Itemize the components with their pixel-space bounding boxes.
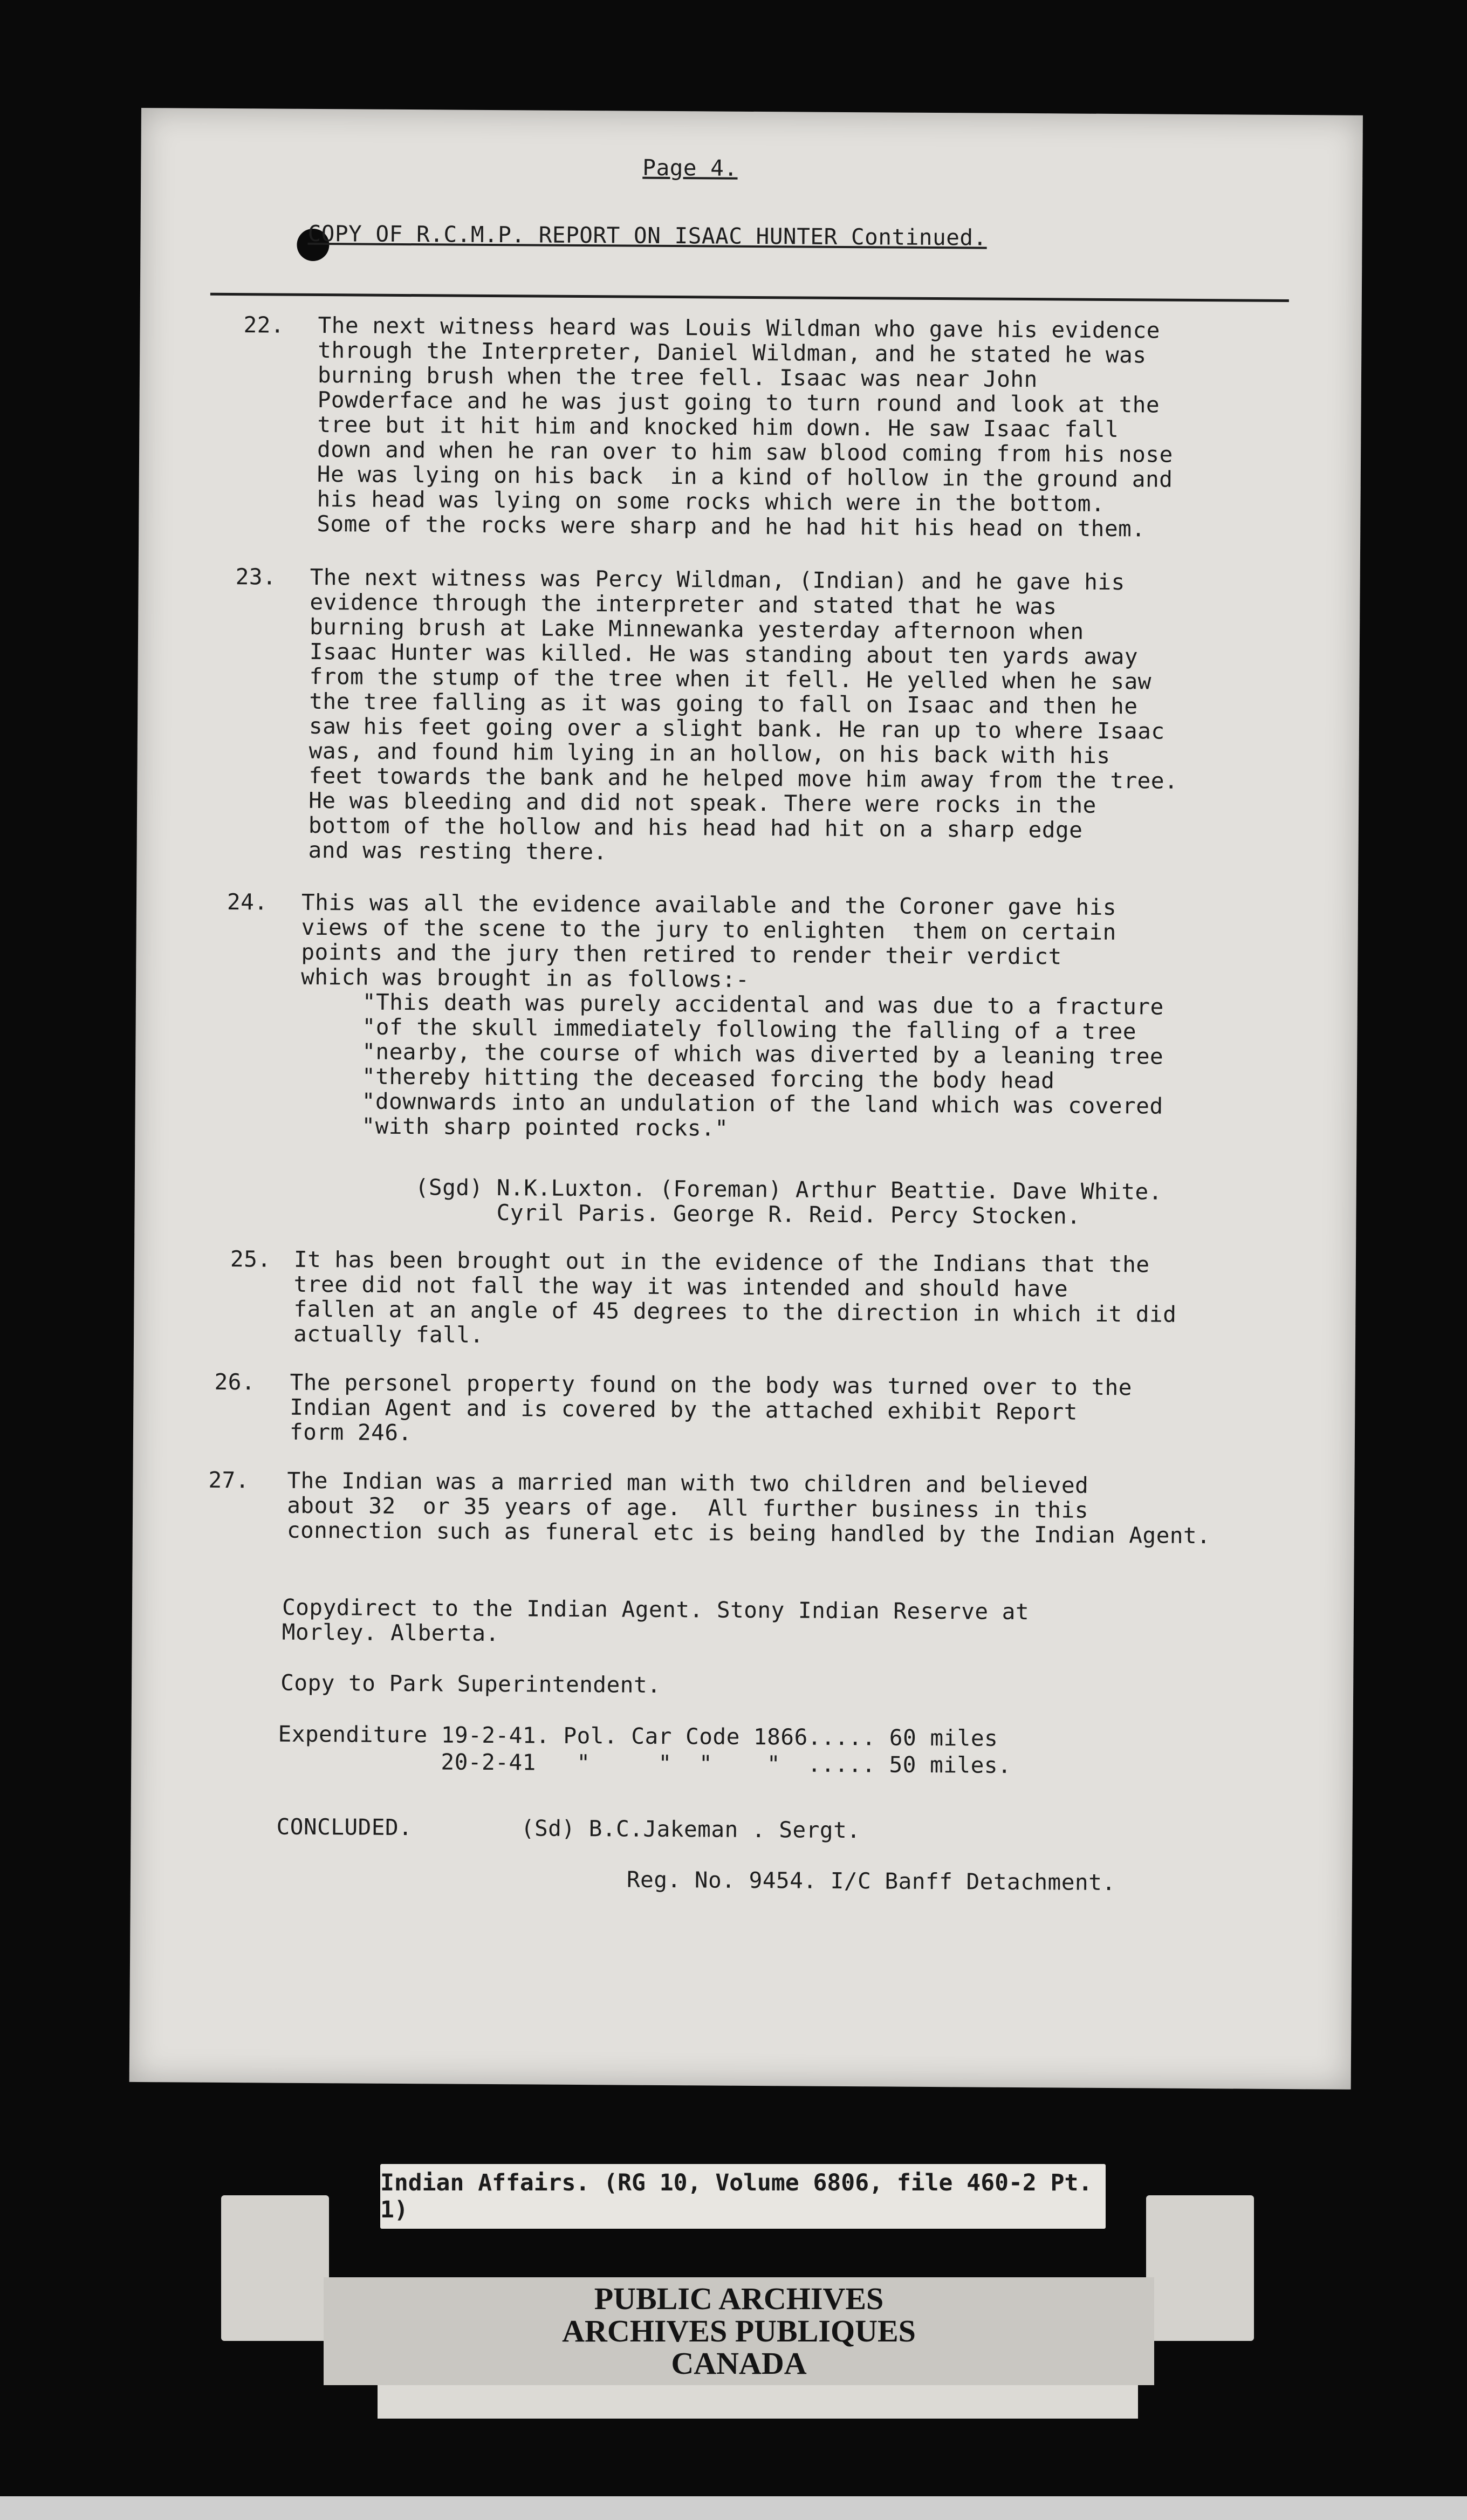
text-line: The next witness heard was Louis Wildman who gave his evidence [318, 312, 1161, 344]
text-line: Copydirect to the Indian Agent. Stony Indian Reserve at [282, 1594, 1030, 1625]
paragraph-number: 25. [230, 1246, 271, 1272]
text-line: This was all the evidence available and the Coroner gave his [301, 889, 1117, 921]
text-line: He was bleeding and did not speak. There were rocks in the [309, 787, 1096, 818]
text-line: was, and found him lying in an hollow, on his back with his [309, 737, 1110, 769]
text-line: through the Interpreter, Daniel Wildman, and he stated he was [318, 337, 1147, 368]
text-line: saw his feet going over a slight bank. He ran up to where Isaac [309, 713, 1165, 744]
text-line: Morley. Alberta. [282, 1619, 499, 1647]
signature-line: Cyril Paris. George R. Reid. Percy Stocken. [415, 1199, 1081, 1229]
mount-clip-left [221, 2195, 329, 2341]
text-line: It has been brought out in the evidence of the Indians that the [293, 1246, 1150, 1278]
text-line: down and when he ran over to him saw blood coming from his nose [317, 436, 1173, 468]
verdict-line: "This death was purely accidental and was due to a fracture [362, 989, 1164, 1020]
verdict-line: "of the skull immediately following the falling of a tree [362, 1014, 1137, 1045]
text-line: evidence through the interpreter and stated that he was [310, 588, 1057, 620]
stamp-line: CANADA [671, 2346, 807, 2381]
text-line: about 32 or 35 years of age. All further business in this [287, 1492, 1089, 1523]
verdict-line: "nearby, the course of which was diverted by a leaning tree [362, 1038, 1164, 1070]
text-line: the tree falling as it was going to fall on Isaac and then he [309, 688, 1138, 720]
text-line: Some of the rocks were sharp and he had hit his head on them. [317, 511, 1146, 542]
text-line: The Indian was a married man with two children and believed [287, 1467, 1089, 1498]
text-line: Expenditure 19-2-41. Pol. Car Code 1866..... 60 miles [278, 1721, 998, 1751]
text-line: actually fall. [293, 1320, 484, 1348]
stamp-line: ARCHIVES PUBLIQUES [562, 2313, 916, 2348]
text-line: burning brush when the tree fell. Isaac was near John [317, 362, 1038, 393]
verdict-line: "with sharp pointed rocks." [361, 1113, 729, 1141]
heading-rule [210, 293, 1289, 302]
text-line: tree did not fall the way it was intended and should have [293, 1271, 1068, 1302]
signature-line: (Sgd) N.K.Luxton. (Foreman) Arthur Beattie. Dave White. [415, 1174, 1163, 1205]
document-page [129, 108, 1363, 2090]
paragraph-number: 23. [235, 564, 277, 590]
frame-edge [0, 2496, 1467, 2520]
text-line: form 246. [289, 1419, 412, 1446]
text-line: The personel property found on the body was turned over to the [290, 1369, 1133, 1401]
stamp-line: PUBLIC ARCHIVES [594, 2281, 884, 2316]
text-line: connection such as funeral etc is being handled by the Indian Agent. [286, 1517, 1211, 1549]
text-line: Isaac Hunter was killed. He was standing about ten yards away [309, 638, 1139, 670]
closing-signature: CONCLUDED. (Sd) B.C.Jakeman . Sergt. [276, 1813, 861, 1844]
mount-strip [378, 2385, 1138, 2419]
text-line: tree but it hit him and knocked him down. He saw Isaac fall [317, 412, 1119, 443]
verdict-line: "thereby hitting the deceased forcing the body head [361, 1063, 1055, 1094]
archive-citation: Indian Affairs. (RG 10, Volume 6806, file 460-2 Pt. 1) [380, 2169, 1093, 2223]
copy-park: Copy to Park Superintendent. [280, 1669, 661, 1698]
text-line: points and the jury then retired to render their verdict [301, 939, 1062, 970]
mount-clip-right [1146, 2195, 1254, 2341]
paragraph-number: 24. [227, 888, 268, 915]
text-line: which was brought in as follows:- [301, 963, 750, 992]
paragraph-number: 22. [243, 312, 285, 338]
archive-citation-label [380, 2164, 1106, 2229]
text-line: feet towards the bank and he helped move him away from the tree. [309, 762, 1178, 794]
text-line: fallen at an angle of 45 degrees to the direction in which it did [293, 1296, 1177, 1327]
text-line: Powderface and he was just going to turn round and look at the [317, 387, 1160, 418]
archive-stamp [324, 2277, 1154, 2385]
report-heading: COPY OF R.C.M.P. REPORT ON ISAAC HUNTER Continued. [307, 220, 987, 251]
text-line: bottom of the hollow and his head had hit on a sharp edge [308, 812, 1083, 843]
verdict-line: "downwards into an undulation of the land which was covered [361, 1088, 1163, 1119]
text-line: burning brush at Lake Minnewanka yesterday afternoon when [309, 613, 1084, 645]
text-line: The next witness was Percy Wildman, (Indian) and he gave his [310, 564, 1125, 595]
text-line: from the stump of the tree when it fell. He yelled when he saw [309, 663, 1152, 695]
text-line: and was resting there. [308, 837, 607, 865]
registration-line: Reg. No. 9454. I/C Banff Detachment. [626, 1866, 1116, 1896]
page-number: Page 4. [642, 154, 738, 181]
text-line: Indian Agent and is covered by the attached exhibit Report [290, 1394, 1078, 1425]
text-line: views of the scene to the jury to enlighten them on certain [301, 914, 1116, 946]
paragraph-number: 27. [208, 1467, 250, 1494]
text-line: his head was lying on some rocks which were in the bottom. [317, 486, 1105, 517]
text-line: He was lying on his back in a kind of hollow in the ground and [317, 461, 1173, 492]
text-line: 20-2-41 " " " " ..... 50 miles. [278, 1748, 1012, 1778]
paragraph-number: 26. [214, 1368, 256, 1395]
